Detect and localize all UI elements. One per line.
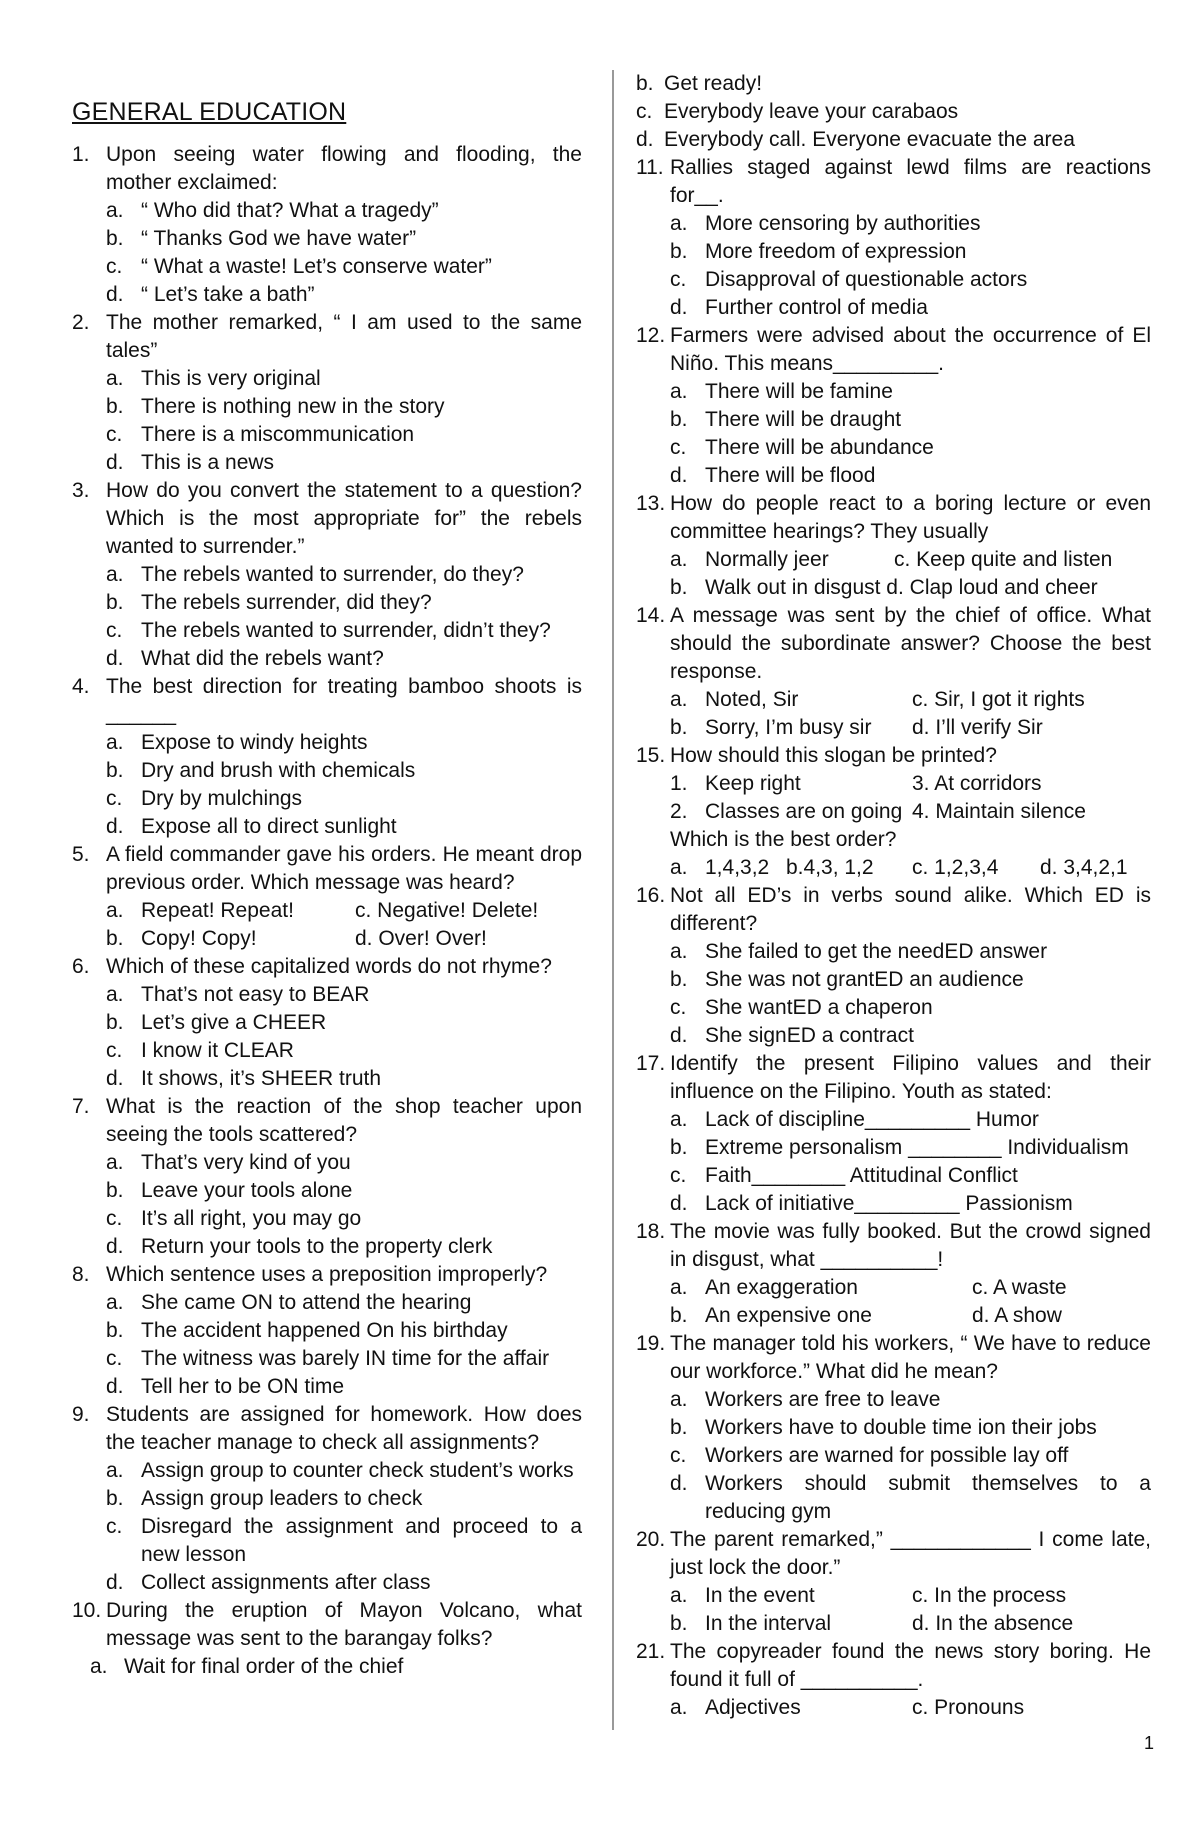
- option-row: a. Repeat! Repeat! c. Negative! Delete!: [106, 899, 539, 922]
- question-6: 6. Which of these capitalized words do not rhyme?: [72, 955, 552, 978]
- option-row: a. Noted, Sir c. Sir, I got it rights: [670, 688, 1085, 711]
- options-3: [72, 561, 582, 673]
- option: a. “ Who did that? What a tragedy”: [106, 199, 439, 222]
- options-9: [72, 1457, 582, 1597]
- question-18: 18. The movie was fully booked. But the crowd signed in disgust, what __________!: [636, 1220, 1151, 1271]
- option: a. More censoring by authorities: [670, 212, 981, 235]
- option: a. There will be famine: [670, 380, 893, 403]
- option: d. Further control of media: [670, 296, 928, 319]
- option: b. Leave your tools alone: [106, 1179, 353, 1202]
- question-8: 8. Which sentence uses a preposition improperly?: [72, 1263, 548, 1286]
- question-14: 14. A message was sent by the chief of office. What should the subordinate answer? Choose the best response.: [636, 604, 1151, 683]
- option: d. This is a news: [106, 451, 275, 474]
- option: d. There will be flood: [670, 464, 876, 487]
- option: d. Collect assignments after class: [106, 1571, 431, 1594]
- option: b. “ Thanks God we have water”: [106, 227, 417, 250]
- option-row: b. Copy! Copy! d. Over! Over!: [106, 927, 487, 950]
- option: c. Workers are warned for possible lay off: [670, 1444, 1069, 1467]
- question-2: 2. The mother remarked, “ I am used to the same tales”: [72, 311, 582, 362]
- option-row: a. 1,4,3,2 b.4,3, 1,2 c. 1,2,3,4 d. 3,4,2,1: [670, 856, 1128, 879]
- option: c. Faith________ Attitudinal Conflict: [670, 1164, 1018, 1187]
- option: a. The rebels wanted to surrender, do they?: [106, 563, 524, 586]
- option-row: a. Adjectives c. Pronouns: [670, 1696, 1025, 1719]
- option: c. The witness was barely IN time for the affair: [106, 1347, 550, 1370]
- question-13: 13. How do people react to a boring lecture or even committee hearings? They usually: [636, 492, 1151, 543]
- page-number: 1: [1143, 1733, 1154, 1753]
- option: c. “ What a waste! Let’s conserve water”: [106, 255, 492, 278]
- option: b. Assign group leaders to check: [106, 1487, 423, 1510]
- options-6: [72, 981, 582, 1093]
- option: a. That’s not easy to BEAR: [106, 983, 370, 1006]
- option: a. Wait for final order of the chief: [90, 1655, 404, 1678]
- page-title: GENERAL EDUCATION: [72, 98, 347, 126]
- option: c. I know it CLEAR: [106, 1039, 294, 1062]
- options-12: [636, 378, 1151, 490]
- option: b. Get ready!: [636, 72, 763, 95]
- options-2: [72, 365, 582, 477]
- option: a. This is very original: [106, 367, 321, 390]
- question-4: 4. The best direction for treating bamboo shoots is ______: [72, 675, 582, 726]
- option: c. Dry by mulchings: [106, 787, 303, 810]
- question-text: Upon seeing water flowing and flooding, the mother exclaimed:: [106, 143, 582, 194]
- option: b. Extreme personalism ________ Individualism: [670, 1136, 1129, 1159]
- option: d. Expose all to direct sunlight: [106, 815, 397, 838]
- option-row: a. Normally jeer c. Keep quite and listen: [670, 548, 1113, 571]
- option: d. What did the rebels want?: [106, 647, 384, 670]
- option: c. Everybody leave your carabaos: [636, 100, 959, 123]
- options-4: [72, 729, 582, 841]
- option: d. “ Let’s take a bath”: [106, 283, 315, 306]
- question-11: 11. Rallies staged against lewd films are reactions for__.: [636, 156, 1151, 207]
- question-3: 3. How do you convert the statement to a question? Which is the most appropriate for” the rebels wanted to surrender.”: [72, 479, 582, 558]
- question-21: 21. The copyreader found the news story boring. He found it full of __________.: [636, 1640, 1151, 1691]
- option: b. Dry and brush with chemicals: [106, 759, 416, 782]
- option-row: b. An expensive one d. A show: [670, 1304, 1062, 1327]
- question-1: [72, 141, 582, 197]
- option: b. The rebels surrender, did they?: [106, 591, 432, 614]
- option: a. Assign group to counter check student’s works: [106, 1459, 574, 1482]
- options-10-part1: [72, 1653, 582, 1681]
- column-divider: [612, 70, 614, 1730]
- option: b. There will be draught: [670, 408, 902, 431]
- option: a. That’s very kind of you: [106, 1151, 351, 1174]
- option: c. She wantED a chaperon: [670, 996, 933, 1019]
- option: d. Return your tools to the property clerk: [106, 1235, 493, 1258]
- option: b. The accident happened On his birthday: [106, 1319, 508, 1342]
- option: a. Lack of discipline_________ Humor: [670, 1108, 1039, 1131]
- question-16: 16. Not all ED’s in verbs sound alike. Which ED is different?: [636, 884, 1151, 935]
- option: b. More freedom of expression: [670, 240, 967, 263]
- question-15: 15. How should this slogan be printed?: [636, 744, 997, 767]
- option-row: a. In the event c. In the process: [670, 1584, 1067, 1607]
- option-row: 2. Classes are on going 4. Maintain silence: [670, 800, 1086, 823]
- option: d. Everybody call. Everyone evacuate the area: [636, 128, 1075, 151]
- option: a. Workers are free to leave: [670, 1388, 941, 1411]
- option: c. There will be abundance: [670, 436, 934, 459]
- option: c. The rebels wanted to surrender, didn’t they?: [106, 619, 551, 642]
- question-15-prompt: Which is the best order?: [670, 828, 897, 851]
- option-row: b. In the interval d. In the absence: [670, 1612, 1074, 1635]
- option: c. Disregard the assignment and proceed to a new lesson: [106, 1515, 582, 1566]
- option: a. She came ON to attend the hearing: [106, 1291, 472, 1314]
- option: a. She failed to get the needED answer: [670, 940, 1048, 963]
- option: d. Lack of initiative_________ Passionism: [670, 1192, 1073, 1215]
- option-row: a. An exaggeration c. A waste: [670, 1276, 1067, 1299]
- question-7: 7. What is the reaction of the shop teacher upon seeing the tools scattered?: [72, 1095, 582, 1146]
- question-12: 12. Farmers were advised about the occurrence of El Niño. This means_________.: [636, 324, 1151, 375]
- option: b. Workers have to double time ion their jobs: [670, 1416, 1097, 1439]
- option: d. She signED a contract: [670, 1024, 914, 1047]
- option: b. Let’s give a CHEER: [106, 1011, 327, 1034]
- option: d. Workers should submit themselves to a reducing gym: [670, 1472, 1151, 1523]
- option: a. Expose to windy heights: [106, 731, 368, 754]
- question-9: 9. Students are assigned for homework. How does the teacher manage to check all assignments?: [72, 1403, 582, 1454]
- question-5: 5. A field commander gave his orders. He meant drop previous order. Which message was heard?: [72, 843, 582, 894]
- option: b. There is nothing new in the story: [106, 395, 445, 418]
- option-row: b. Walk out in disgust d. Clap loud and cheer: [670, 576, 1098, 599]
- options-10-part2: [636, 70, 1151, 154]
- options-8: [72, 1289, 582, 1401]
- options-11: [636, 210, 1151, 322]
- question-10: 10. During the eruption of Mayon Volcano, what message was sent to the barangay folks?: [72, 1599, 582, 1650]
- question-17: 17. Identify the present Filipino values and their influence on the Filipino. Youth as stated:: [636, 1052, 1151, 1103]
- options-17: [636, 1106, 1151, 1218]
- question-number: 1.: [72, 143, 90, 166]
- option: c. There is a miscommunication: [106, 423, 415, 446]
- option-row: b. Sorry, I’m busy sir d. I’ll verify Sir: [670, 716, 1043, 739]
- options-7: [72, 1149, 582, 1261]
- option: d. Tell her to be ON time: [106, 1375, 345, 1398]
- question-19: 19. The manager told his workers, “ We have to reduce our workforce.” What did he mean?: [636, 1332, 1151, 1383]
- question-20: 20. The parent remarked,” ____________ I come late, just lock the door.”: [636, 1528, 1151, 1579]
- options-1: [72, 197, 582, 309]
- option: b. She was not grantED an audience: [670, 968, 1024, 991]
- right-column: [636, 70, 1151, 1722]
- option: c. It’s all right, you may go: [106, 1207, 362, 1230]
- options-16: [636, 938, 1151, 1050]
- option-row: 1. Keep right 3. At corridors: [670, 772, 1042, 795]
- option: c. Disapproval of questionable actors: [670, 268, 1028, 291]
- left-column: [72, 70, 582, 1681]
- options-19: [636, 1386, 1151, 1526]
- option: d. It shows, it’s SHEER truth: [106, 1067, 382, 1090]
